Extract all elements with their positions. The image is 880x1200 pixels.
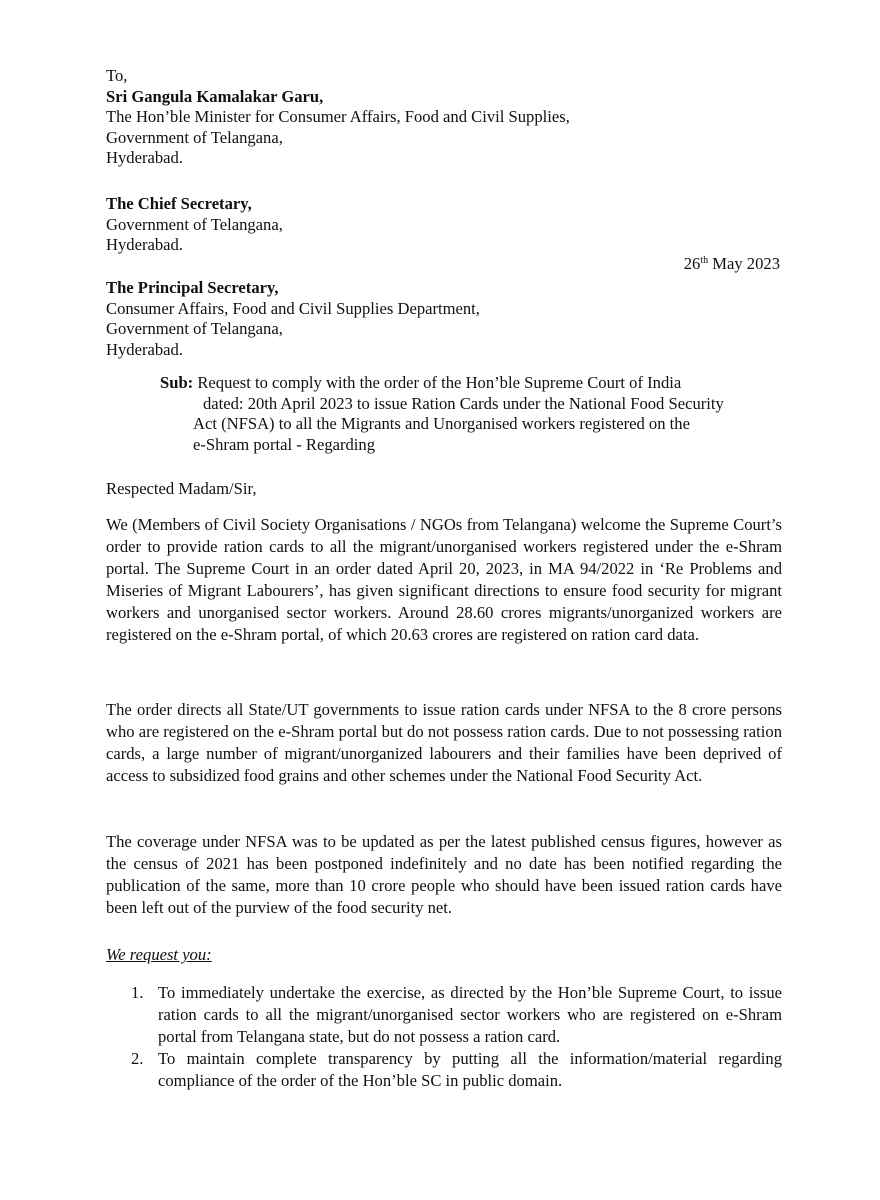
list-item — [106, 1048, 782, 1092]
body-paragraph: The order directs all State/UT governments to issue ration cards under NFSA to the 8 crore persons who are registered on the e-Shram portal but do not possess ration cards. Due to not possessing ration cards, a large number of migrant/unorganized labourers and their families have been deprived of access to subsidized food grains and other schemes under the National Food Security Act. — [106, 700, 782, 785]
body-paragraph: We (Members of Civil Society Organisations / NGOs from Telangana) welcome the Supreme Court’s order to provide ration cards to all the migrant/unorganised workers registered under the e-Shram portal. The Supreme Court in an order dated April 20, 2023, in MA 94/2022 in ‘Re Problems and Miseries of Migrant Labourers’, has given significant directions to ensure food security for migrant workers and unorganised sector workers. Around 28.60 crores migrants/unorganized workers are registered on the e-Shram portal, of which 20.63 crores are registered on ration card data. — [106, 515, 782, 644]
subject-text: e-Shram portal - Regarding — [193, 434, 376, 454]
request-heading: We request you: — [106, 945, 212, 964]
subject-label: Sub: — [160, 373, 194, 392]
recipient-line: Government of Telangana, — [106, 214, 283, 234]
recipient-line: Hyderabad. — [106, 339, 183, 359]
subject-text: dated: 20th April 2023 to issue Ration Cards under the National Food Security — [203, 393, 724, 413]
greeting: Respected Madam/Sir, — [106, 479, 257, 498]
recipient-line: Government of Telangana, — [106, 127, 283, 147]
subject-block — [160, 373, 780, 455]
recipient-block-minister — [106, 66, 570, 169]
subject-text: Act (NFSA) to all the Migrants and Unorganised workers registered on the — [193, 414, 690, 433]
recipient-line: Consumer Affairs, Food and Civil Supplies Department, — [106, 298, 480, 318]
recipient-name: The Principal Secretary, — [106, 278, 279, 297]
salutation-to: To, — [106, 66, 128, 85]
recipient-line: Government of Telangana, — [106, 319, 283, 338]
list-item-text: To immediately undertake the exercise, as directed by the Hon’ble Supreme Court, to issue ration cards to all the migrant/unorganised sector workers who are registered on e-Shram portal from Telangana state, but do not possess a ration card. — [158, 983, 782, 1046]
list-number: 2. — [131, 1049, 144, 1068]
recipient-line: The Hon’ble Minister for Consumer Affairs, Food and Civil Supplies, — [106, 107, 570, 126]
list-number: 1. — [131, 983, 144, 1002]
subject-text: Request to comply with the order of the Hon’ble Supreme Court of India — [193, 373, 682, 392]
recipient-block-principal-secretary — [106, 278, 480, 360]
recipient-block-chief-secretary — [106, 194, 283, 256]
recipient-line: Hyderabad. — [106, 235, 183, 254]
recipient-name: Sri Gangula Kamalakar Garu, — [106, 86, 324, 106]
recipient-name: The Chief Secretary, — [106, 194, 252, 213]
request-list — [106, 982, 782, 1092]
body-paragraph: The coverage under NFSA was to be updated as per the latest published census figures, however as the census of 2021 has been postponed indefinitely and no date has been notified regarding the publication of the same, more than 10 crore people who should have been issued ration cards have been left out of the purview of the food security net. — [106, 832, 782, 917]
list-item — [106, 982, 782, 1048]
letter-date: 26th May 2023 — [683, 254, 780, 273]
list-item-text: To maintain complete transparency by putting all the information/material regarding compliance of the order of the Hon’ble SC in public domain. — [158, 1049, 782, 1090]
recipient-line: Hyderabad. — [106, 148, 183, 167]
